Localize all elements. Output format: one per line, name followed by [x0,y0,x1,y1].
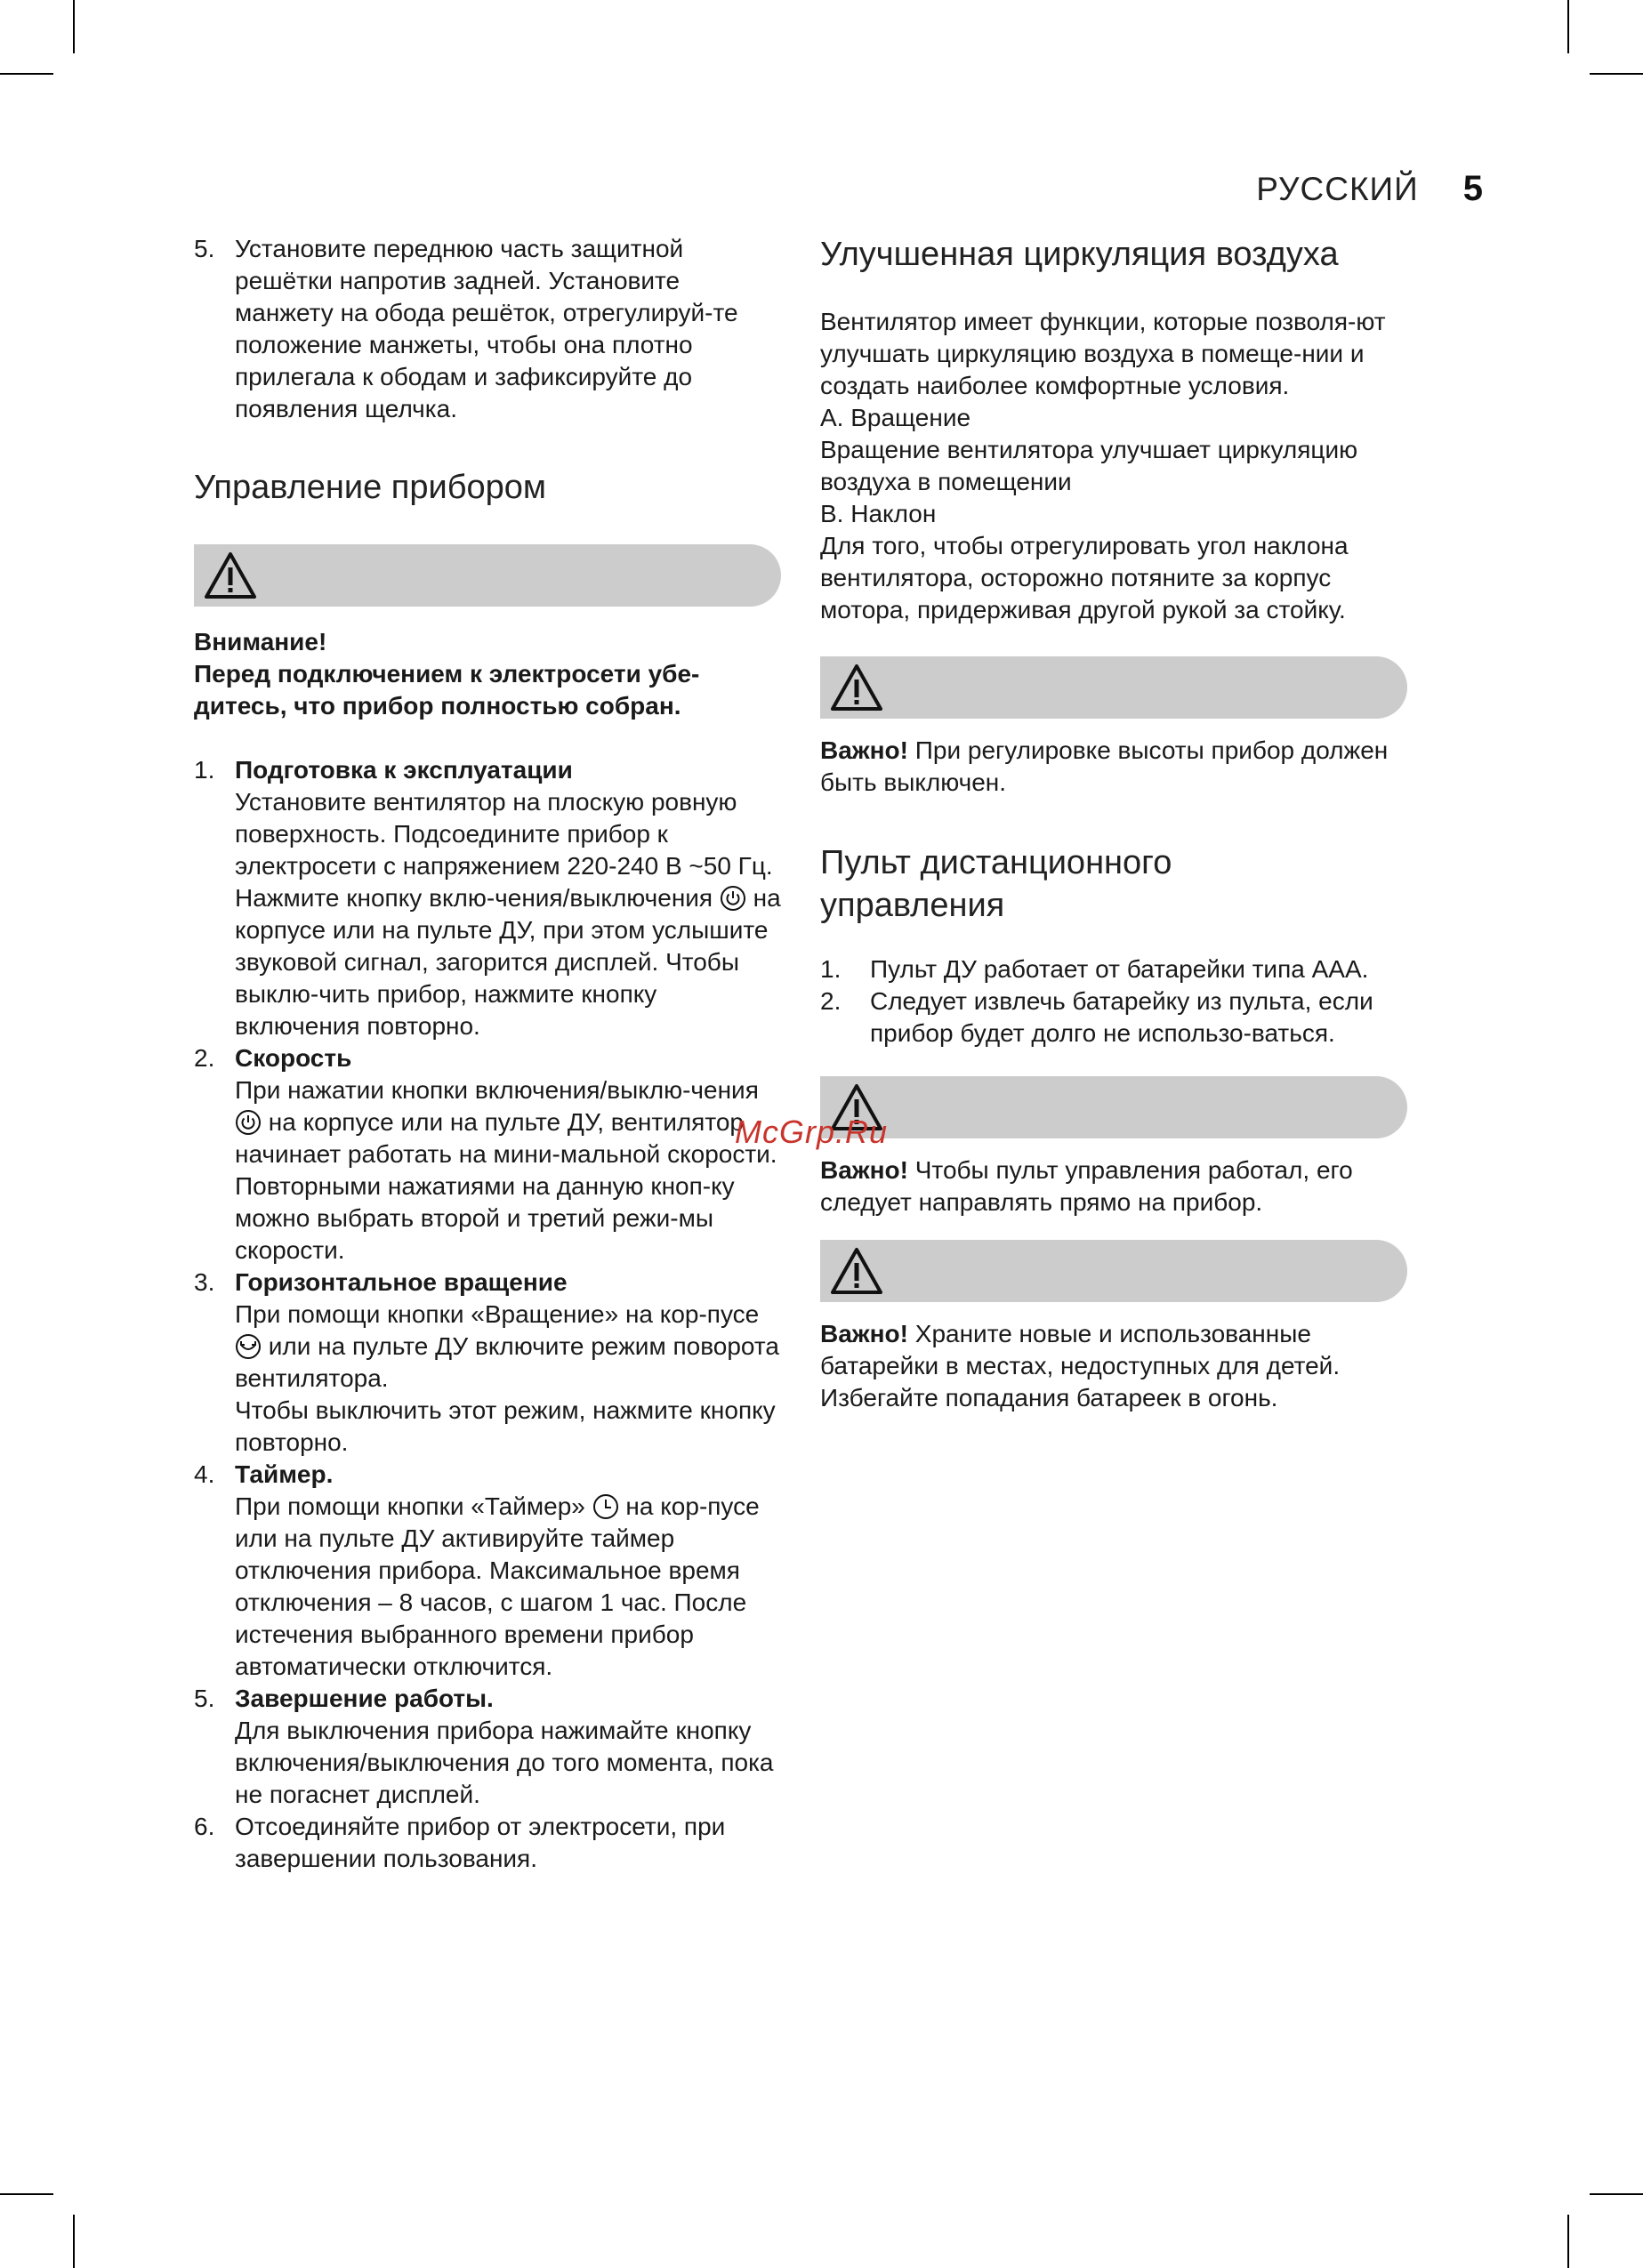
option-a-text: Вращение вентилятора улучшает циркуляцию воздуха в помещении [820,436,1358,495]
item-text: Повторными нажатиями на данную кноп-ку можно выбрать второй и третий режи-мы скорости. [235,1172,735,1264]
intro-text: Вентилятор имеет функции, которые позволя-ют улучшать циркуляцию воздуха в помеще-нии и создать наиболее комфортные условия. [820,308,1386,399]
item-text: или на пульте ДУ включите режим поворота вентилятора. [235,1332,779,1392]
attention-title: Внимание! [194,628,327,655]
power-icon [720,885,746,912]
right-column [820,233,1407,1414]
crop-mark [73,0,75,53]
warning-triangle-icon [203,551,258,600]
note-label: Важно! [820,736,908,764]
item-number: 2. [194,1044,215,1072]
item-text: Пульт ДУ работает от батарейки типа ААА. [870,955,1369,983]
left-column [194,233,781,1875]
section-title-control: Управление прибором [194,469,547,506]
page-number: 5 [1462,169,1483,208]
item-title: Завершение работы. [235,1685,494,1712]
note-text: Храните новые и использованные батарейки в местах, недоступных для детей. Избегайте попадания батареек в огонь. [820,1320,1341,1411]
warning-triangle-icon [829,663,884,712]
item-number: 5. [194,1685,215,1712]
item-text: Чтобы выключить этот режим, нажмите кнопку повторно. [235,1396,776,1456]
item-title: Скорость [235,1044,352,1072]
item-title: Таймер. [235,1460,334,1488]
item-title: Подготовка к эксплуатации [235,756,573,784]
power-icon [235,1109,262,1136]
item-text: При нажатии кнопки включения/выклю-чения [235,1076,759,1104]
item-text: Следует извлечь батарейку из пульта, если прибор будет долго не использо-ваться. [870,987,1373,1047]
list-item [820,985,1407,1050]
assembly-step-list [194,233,781,425]
item-text: Установите вентилятор на плоскую ровную поверхность. Подсоедините прибор к электросети с напряжением 220-240 В ~50 Гц. Нажмите кнопку вклю-чения/выключения [235,788,773,912]
section-title-circulation: Улучшенная циркуляция воздуха [820,236,1339,273]
item-number: 1. [820,955,842,983]
option-a-label: А. Вращение [820,404,971,431]
crop-mark [0,73,53,75]
page-header [1256,169,1483,209]
list-item [194,754,781,1042]
option-b-text: Для того, чтобы отрегулировать угол наклона вентилятора, осторожно потяните за корпус мотора, придерживая другой рукой за стойку. [820,532,1349,623]
crop-mark [1567,0,1569,53]
item-number: 6. [194,1813,215,1840]
attention-text: Перед подключением к электросети убе-дитесь, что прибор полностью собран. [194,660,700,720]
warning-banner [820,1076,1407,1138]
clock-icon [592,1493,619,1520]
crop-mark [1567,2215,1569,2268]
watermark: McGrp.Ru [735,1114,889,1150]
title-line: управления [820,887,1005,924]
note-label: Важно! [820,1320,908,1347]
list-item [820,953,1407,985]
note-text: Чтобы пульт управления работал, его следует направлять прямо на прибор. [820,1156,1353,1216]
list-item [194,1042,781,1267]
note-height [820,735,1407,799]
section-title-remote [820,841,1407,927]
list-item [194,1267,781,1459]
item-number: 5. [194,235,215,262]
crop-mark [0,2193,53,2195]
option-b-label: В. Наклон [820,500,937,527]
item-number: 2. [820,987,842,1015]
note-batteries [820,1318,1407,1414]
list-item [194,1811,781,1875]
crop-mark [1590,2193,1643,2195]
warning-banner [194,544,781,607]
item-text: Отсоединяйте прибор от электросети, при завершении пользования. [235,1813,726,1872]
item-text: Для выключения прибора нажимайте кнопку включения/выключения до того момента, пока не погаснет дисплей. [235,1717,774,1808]
item-title: Горизонтальное вращение [235,1268,568,1296]
item-text: При помощи кнопки «Вращение» на кор-пусе [235,1300,760,1328]
crop-mark [1590,73,1643,75]
item-text: При помощи кнопки «Таймер» [235,1492,585,1520]
note-label: Важно! [820,1156,908,1184]
note-remote-direction [820,1154,1407,1218]
warning-banner [820,656,1407,719]
crop-mark [73,2215,75,2268]
operation-list [194,754,781,1875]
list-item [194,1683,781,1811]
language-label: РУССКИЙ [1256,170,1419,207]
item-number: 1. [194,756,215,784]
list-item [194,233,781,425]
note-text: При регулировке высоты прибор должен быть выключен. [820,736,1389,796]
warning-banner [820,1240,1407,1302]
rotation-icon [235,1333,262,1360]
list-item [194,1459,781,1683]
item-text: на корпусе или на пульте ДУ, вентилятор начинает работать на мини-мальной скорости. [235,1108,777,1168]
title-line: Пульт дистанционного [820,844,1172,881]
remote-list [820,953,1407,1050]
warning-triangle-icon [829,1246,884,1296]
item-text: на корпусе или на пульте ДУ, при этом услышите звуковой сигнал, загорится дисплей. Чтобы выклю-чить прибор, нажмите кнопку включения повторно. [235,884,781,1040]
item-text: Установите переднюю часть защитной решётки напротив задней. Установите манжету на обода решёток, отрегулируй-те положение манжеты, чтобы она плотно прилегала к ободам и зафиксируйте до появления щелчка. [235,235,738,422]
item-text: на кор-пусе или на пульте ДУ активируйте таймер отключения прибора. Максимальное время отключения – 8 часов, с шагом 1 час. После истечения выбранного времени прибор автоматически отключится. [235,1492,760,1680]
item-number: 3. [194,1268,215,1296]
item-number: 4. [194,1460,215,1488]
